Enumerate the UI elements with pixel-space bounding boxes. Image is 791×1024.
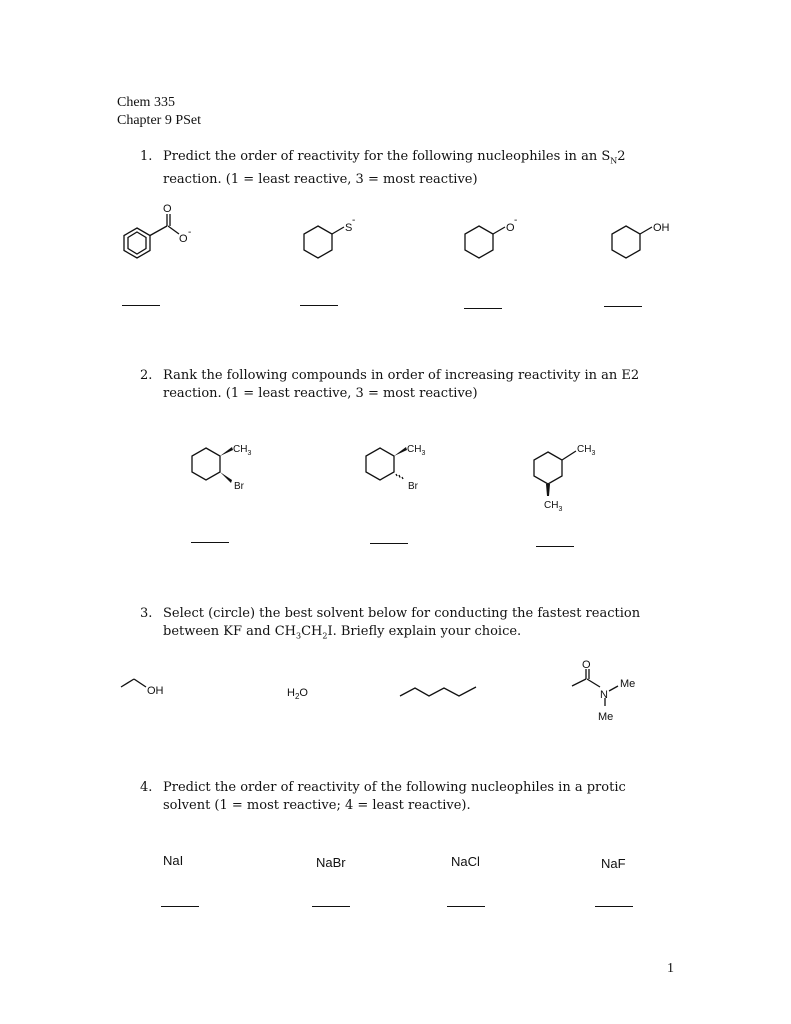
water-label: $H_2O$ [287, 687, 308, 701]
question-1-line-1 [163, 148, 663, 171]
question-4-number: 4. [140, 780, 153, 795]
trans-methyl-label: $CH_3$ [407, 444, 426, 457]
salt-naf: NaF [601, 856, 626, 871]
dma-structure[interactable] [568, 658, 648, 728]
question-2-line-2: reaction. (1 = least reactive, 3 = most reactive) [163, 386, 478, 401]
answer-blank-q1-2[interactable] [300, 305, 338, 306]
question-3-line-1: Select (circle) the best solvent below for conducting the fastest reaction [163, 606, 641, 621]
q3-text-b: CH [301, 624, 323, 639]
benzoate-structure [112, 200, 202, 272]
question-4-line-2: solvent (1 = most reactive; 4 = least reactive). [163, 798, 471, 813]
trans-bromide-structure [360, 436, 440, 496]
alkoxide-charge: - [514, 215, 518, 226]
alkoxide-structure [459, 210, 529, 270]
water-structure[interactable] [285, 682, 325, 706]
dma-n: N [600, 689, 608, 701]
course-title: Chem 335 [117, 95, 175, 110]
dimethyl-structure [528, 436, 618, 520]
dma-me-2: Me [598, 711, 614, 723]
thiolate-structure [298, 210, 368, 270]
chapter-title: Chapter 9 PSet [117, 113, 201, 128]
answer-blank-q2-2[interactable] [370, 543, 408, 544]
q3-sub-1: 3 [295, 631, 302, 641]
cyclohexanol-structure [606, 210, 686, 270]
hexane-structure[interactable] [398, 680, 488, 704]
question-4-text [163, 779, 663, 815]
q1-subscript: N [610, 156, 618, 166]
dimethyl-methyl-bottom: $CH_3$ [544, 500, 563, 513]
answer-blank-q1-1[interactable] [122, 305, 160, 306]
alkoxide-o: O [506, 222, 515, 234]
question-1-text [163, 148, 663, 189]
dimethyl-methyl-top: $CH_3$ [577, 444, 596, 457]
question-1-line-2: reaction. (1 = least reactive, 3 = most reactive) [163, 171, 478, 187]
q1-text-a: Predict the order of reactivity for the following nucleophiles in an S [163, 149, 611, 164]
question-2-text [163, 367, 663, 403]
q3-sub-2: 2 [322, 631, 328, 641]
question-4-line-1: Predict the order of reactivity of the following nucleophiles in a protic [163, 780, 626, 795]
ethanol-oh: OH [147, 685, 164, 697]
answer-blank-q1-3[interactable] [464, 308, 502, 309]
q3-text-a: between KF and CH [163, 624, 296, 639]
answer-blank-q1-4[interactable] [604, 306, 642, 307]
question-3-line-2 [163, 623, 663, 646]
benzoate-charge: - [188, 227, 192, 238]
cis-bromide-structure [186, 436, 266, 496]
thiolate-s: S [345, 222, 353, 234]
answer-blank-q4-4[interactable] [595, 906, 633, 907]
salt-nacl: NaCl [451, 854, 480, 869]
benzoate-o: O [179, 233, 188, 245]
page-number: 1 [667, 961, 674, 976]
dma-me-1: Me [620, 678, 636, 690]
cyclohexanol-oh: OH [653, 222, 670, 234]
thiolate-charge: - [352, 215, 356, 226]
answer-blank-q4-1[interactable] [161, 906, 199, 907]
trans-br-label: Br [408, 481, 418, 492]
question-2-number: 2. [140, 368, 153, 383]
cis-br-label: Br [234, 481, 244, 492]
question-3-number: 3. [140, 606, 153, 621]
q1-text-b: 2 [617, 149, 626, 164]
q3-text-c: I. Briefly explain your choice. [327, 624, 522, 639]
salt-nai: NaI [163, 853, 184, 868]
answer-blank-q2-3[interactable] [536, 546, 574, 547]
benzoate-carbonyl-o: O [163, 203, 172, 215]
cis-methyl-label: $CH_3$ [233, 444, 252, 457]
ethanol-structure[interactable] [118, 675, 188, 705]
answer-blank-q2-1[interactable] [191, 542, 229, 543]
dma-o: O [582, 659, 591, 671]
question-3-text [163, 605, 663, 646]
answer-blank-q4-3[interactable] [447, 906, 485, 907]
salt-nabr: NaBr [316, 855, 346, 870]
answer-blank-q4-2[interactable] [312, 906, 350, 907]
question-2-line-1: Rank the following compounds in order of increasing reactivity in an E2 [163, 368, 640, 383]
question-1-number: 1. [140, 149, 153, 164]
